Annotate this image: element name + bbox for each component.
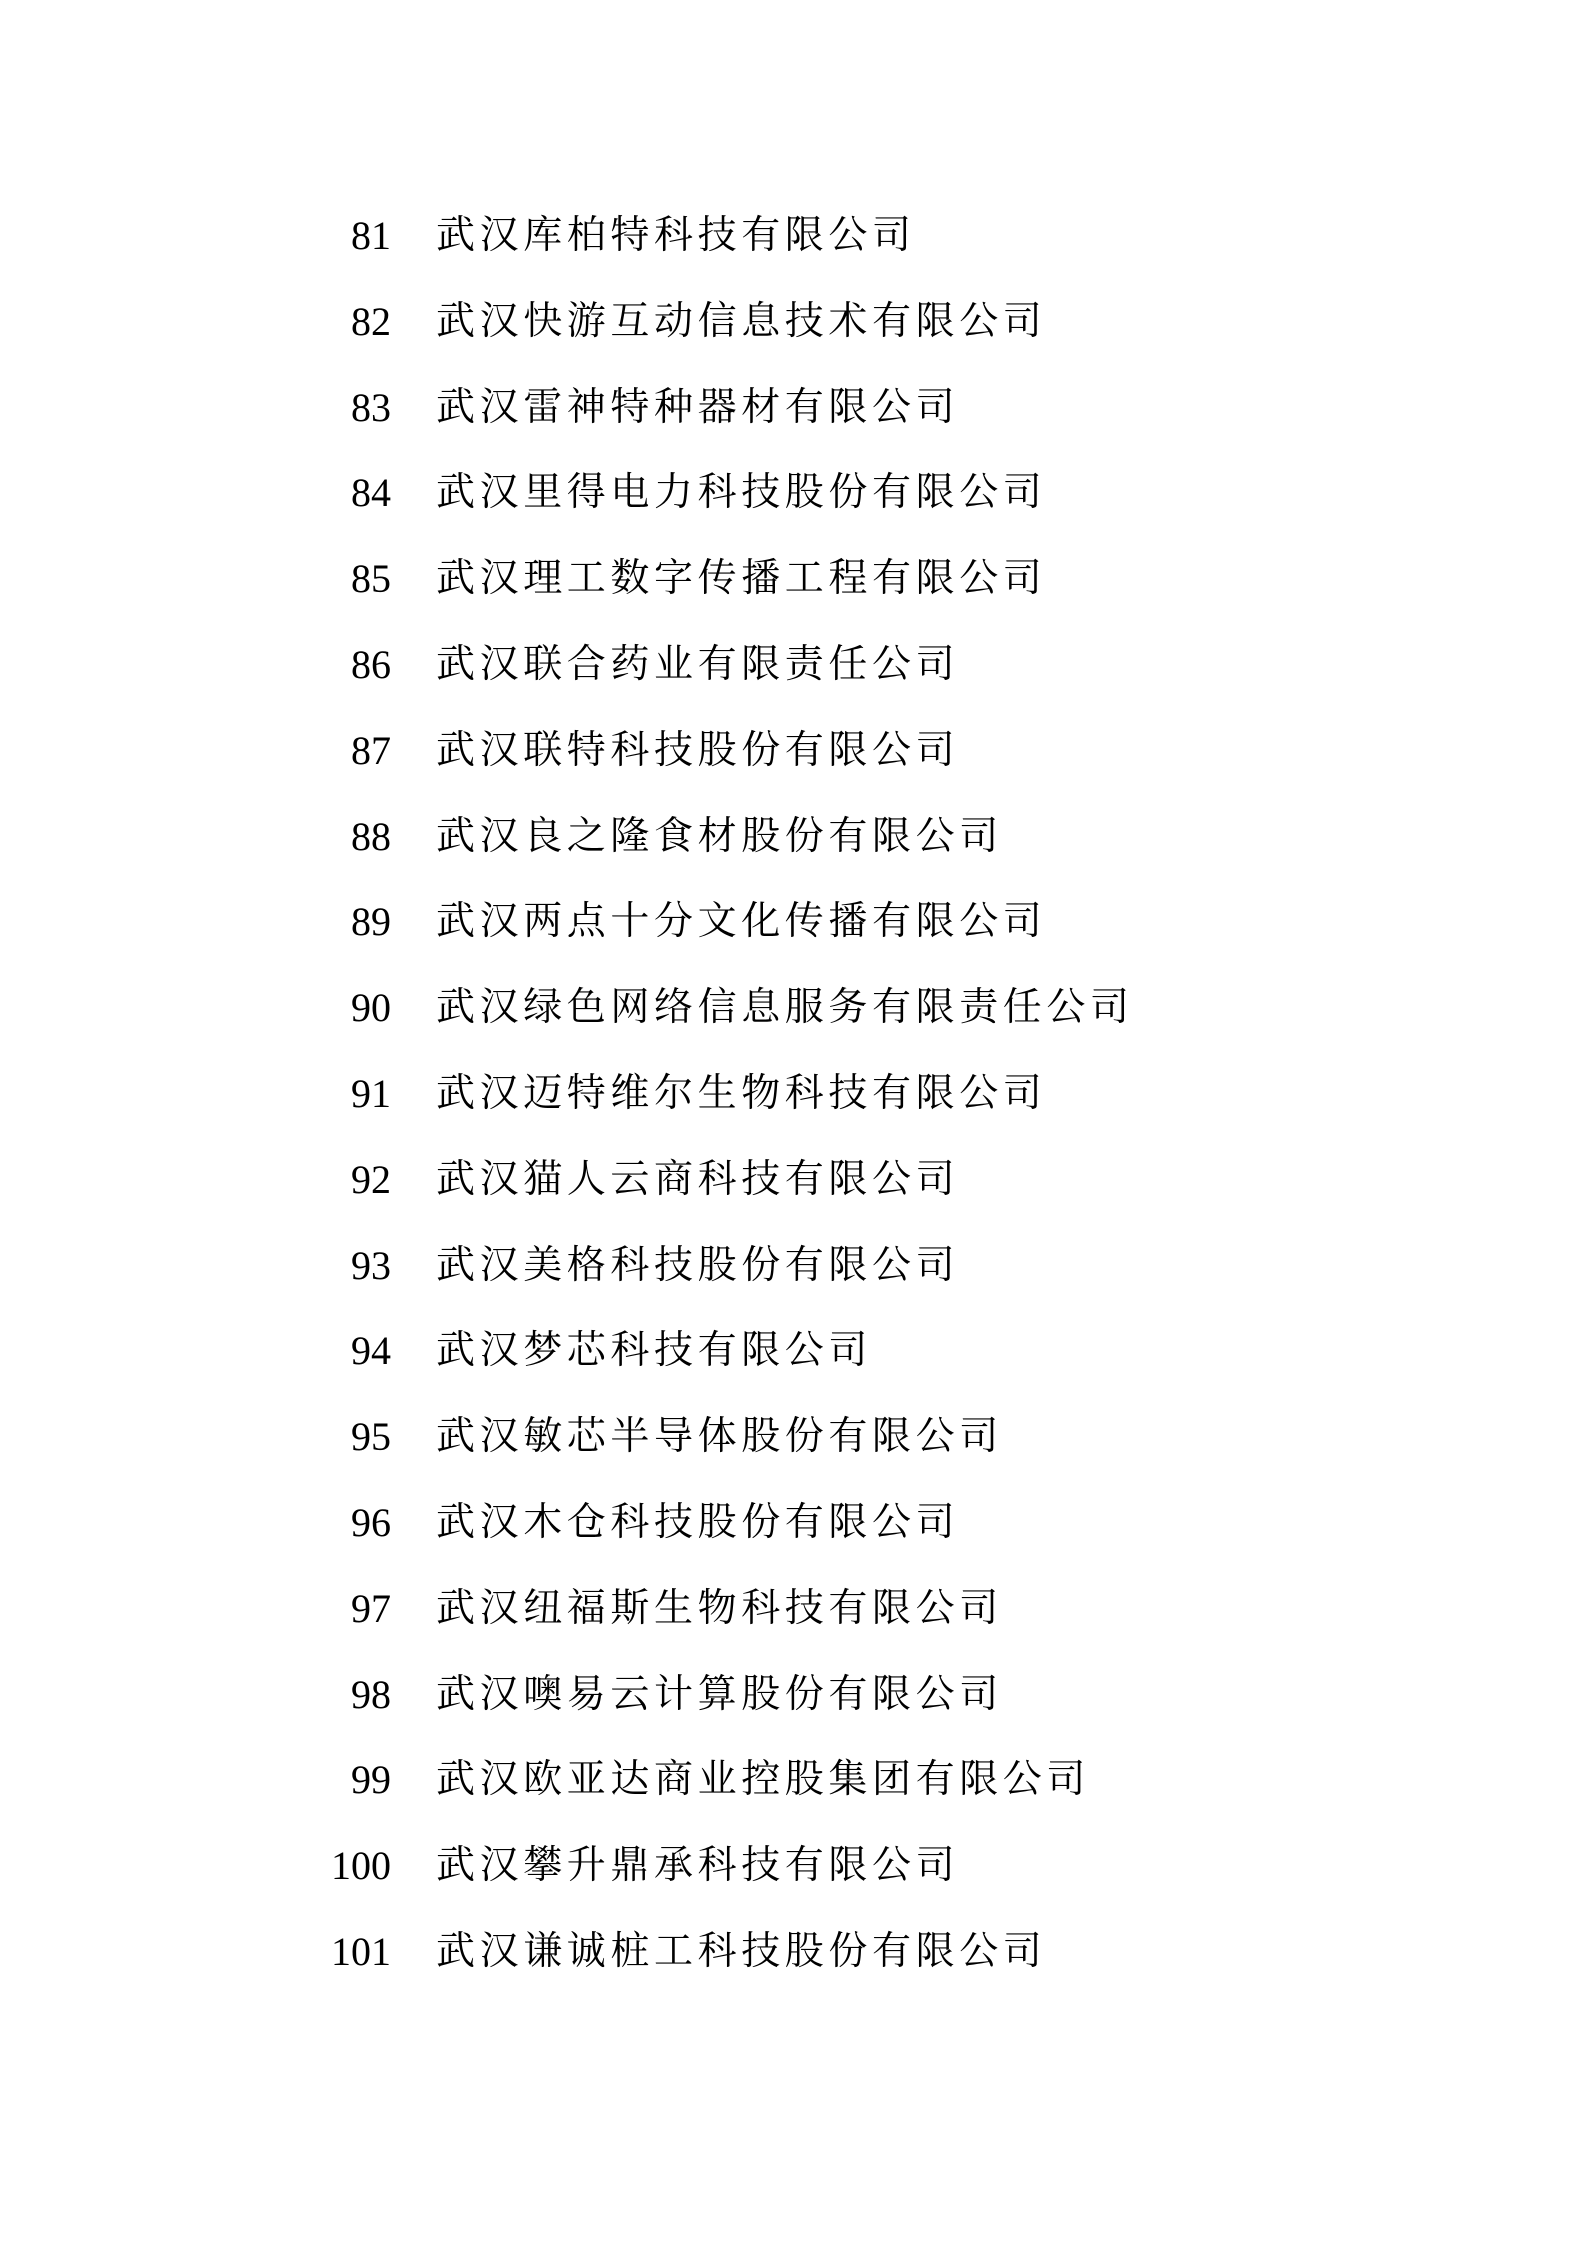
item-number: 83 (351, 384, 391, 430)
company-name: 武汉谦诚桩工科技股份有限公司 (436, 1928, 1047, 1974)
item-number: 97 (351, 1585, 391, 1631)
company-name: 武汉纽福斯生物科技有限公司 (436, 1585, 1003, 1631)
list-item (0, 1491, 1587, 1577)
list-item (0, 805, 1587, 891)
company-name: 武汉两点十分文化传播有限公司 (436, 899, 1047, 945)
item-number: 94 (351, 1328, 391, 1374)
list-item (0, 719, 1587, 805)
list-item (0, 1405, 1587, 1491)
company-name: 武汉理工数字传播工程有限公司 (436, 556, 1047, 602)
item-number: 95 (351, 1414, 391, 1460)
company-name: 武汉梦芯科技有限公司 (436, 1328, 873, 1374)
item-number: 90 (351, 985, 391, 1031)
company-name: 武汉迈特维尔生物科技有限公司 (436, 1070, 1047, 1116)
item-number: 88 (351, 813, 391, 859)
company-name: 武汉良之隆食材股份有限公司 (436, 813, 1003, 859)
list-item (0, 633, 1587, 719)
company-name: 武汉库柏特科技有限公司 (436, 213, 916, 258)
item-number: 87 (351, 727, 391, 773)
company-name: 武汉猫人云商科技有限公司 (436, 1156, 960, 1202)
list-item (0, 1148, 1587, 1234)
list-item (0, 1062, 1587, 1148)
list-item (0, 461, 1587, 547)
company-name: 武汉雷神特种器材有限公司 (436, 384, 960, 430)
company-name: 武汉美格科技股份有限公司 (436, 1242, 960, 1288)
list-item (0, 1663, 1587, 1749)
item-number: 81 (351, 213, 391, 258)
list-item (0, 376, 1587, 462)
item-number: 98 (351, 1671, 391, 1717)
item-number: 93 (351, 1242, 391, 1288)
list-item (0, 1577, 1587, 1663)
company-name: 武汉快游互动信息技术有限公司 (436, 298, 1047, 344)
company-list (0, 204, 1587, 2006)
list-item (0, 547, 1587, 633)
company-name: 武汉木仓科技股份有限公司 (436, 1499, 960, 1545)
item-number: 89 (351, 899, 391, 945)
list-item (0, 204, 1587, 290)
item-number: 92 (351, 1156, 391, 1202)
company-name: 武汉攀升鼎承科技有限公司 (436, 1843, 960, 1889)
item-number: 91 (351, 1070, 391, 1116)
item-number: 84 (351, 470, 391, 516)
company-name: 武汉欧亚达商业控股集团有限公司 (436, 1757, 1091, 1803)
list-item (0, 1920, 1587, 2006)
item-number: 96 (351, 1499, 391, 1545)
item-number: 86 (351, 641, 391, 687)
item-number: 82 (351, 298, 391, 344)
item-number: 99 (351, 1757, 391, 1803)
company-name: 武汉噢易云计算股份有限公司 (436, 1671, 1003, 1717)
company-name: 武汉敏芯半导体股份有限公司 (436, 1414, 1003, 1460)
item-number: 100 (331, 1843, 391, 1889)
list-item (0, 1319, 1587, 1405)
company-name: 武汉联合药业有限责任公司 (436, 641, 960, 687)
list-item (0, 890, 1587, 976)
company-name: 武汉绿色网络信息服务有限责任公司 (436, 985, 1134, 1031)
company-name: 武汉联特科技股份有限公司 (436, 727, 960, 773)
list-item (0, 976, 1587, 1062)
item-number: 85 (351, 556, 391, 602)
company-name: 武汉里得电力科技股份有限公司 (436, 470, 1047, 516)
list-item (0, 1834, 1587, 1920)
list-item (0, 1234, 1587, 1320)
list-item (0, 1748, 1587, 1834)
item-number: 101 (331, 1928, 391, 1974)
list-item (0, 290, 1587, 376)
